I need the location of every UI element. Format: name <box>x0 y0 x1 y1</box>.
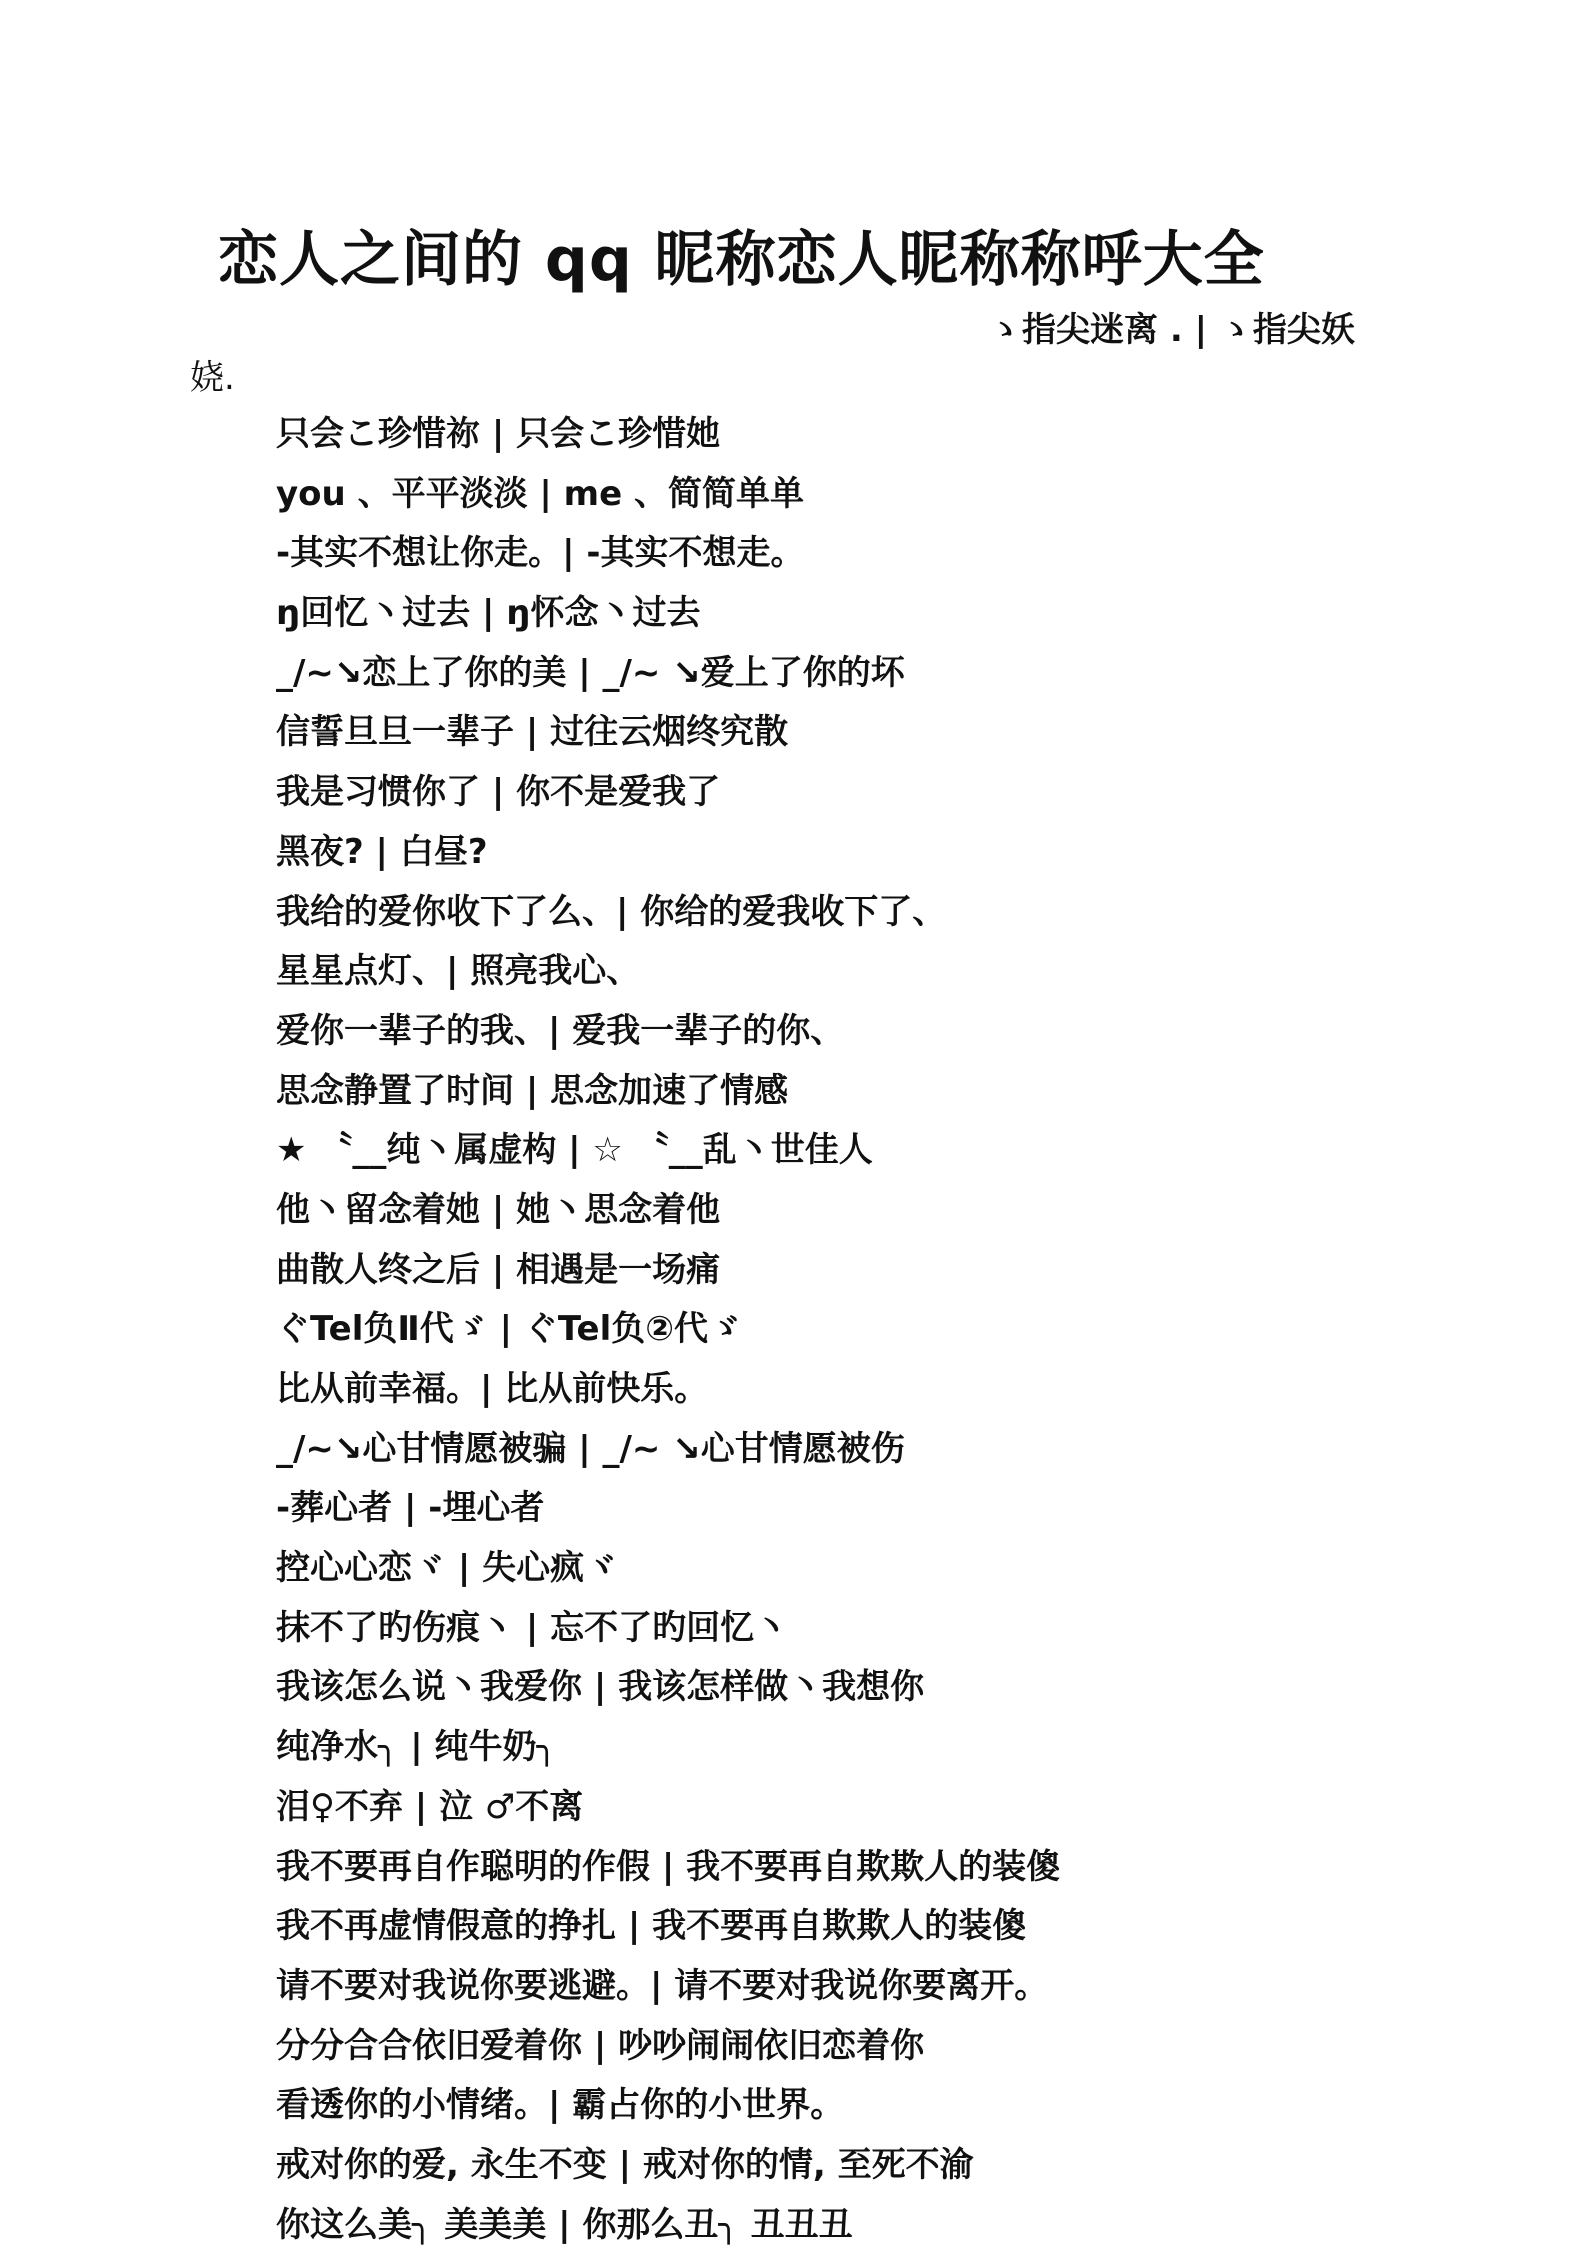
nickname-pair: -葬心者 | -埋心者 <box>276 1488 545 1529</box>
nickname-pair: 分分合合依旧爱着你 | 吵吵闹闹依旧恋着你 <box>276 2025 925 2066</box>
nickname-pair: 看透你的小情绪。| 霸占你的小世界。 <box>276 2085 845 2126</box>
nickname-pair: 控心心恋ヾ | 失心疯ヾ <box>276 1548 619 1589</box>
nickname-pair: 我是习惯你了 | 你不是爱我了 <box>276 772 721 813</box>
nickname-list <box>276 405 1060 2255</box>
byline-first-line: ゝ指尖迷离 . | ゝ指尖妖 <box>988 310 1355 350</box>
nickname-pair: 星星点灯、| 照亮我心、 <box>276 951 641 992</box>
nickname-pair: you 、平平淡淡 | me 、简简单单 <box>276 473 804 514</box>
nickname-pair: 黑夜? | 白昼? <box>276 831 488 872</box>
nickname-pair: -其实不想让你走。| -其实不想走。 <box>276 533 805 574</box>
nickname-pair: 请不要对我说你要逃避。| 请不要对我说你要离开。 <box>276 1965 1049 2006</box>
nickname-pair: 我给的爱你收下了么、| 你给的爱我收下了、 <box>276 891 947 932</box>
byline-second-line: 娆. <box>190 358 235 398</box>
nickname-pair: 纯净水╮ | 纯牛奶╮ <box>276 1727 558 1768</box>
nickname-pair: 他丶留念着她 | 她丶思念着他 <box>276 1189 721 1230</box>
nickname-pair: 爱你一辈子的我、| 爱我一辈子的你、 <box>276 1010 845 1051</box>
nickname-pair: 我该怎么说丶我爱你 | 我该怎样做丶我想你 <box>276 1667 925 1708</box>
nickname-pair: 我不再虚情假意的挣扎 | 我不要再自欺欺人的装傻 <box>276 1906 1027 1947</box>
nickname-pair: 戒对你的爱, 永生不变 | 戒对你的情, 至死不渝 <box>276 2144 974 2185</box>
nickname-pair: 比从前幸福。| 比从前快乐。 <box>276 1369 709 1409</box>
nickname-pair: 只会こ珍惜祢 | 只会こ珍惜她 <box>276 414 721 454</box>
document-title: 恋人之间的 qq 昵称恋人昵称称呼大全 <box>218 225 1265 295</box>
nickname-pair: 思念静置了时间 | 思念加速了情感 <box>276 1070 789 1111</box>
nickname-pair: 信誓旦旦一辈子 | 过往云烟终究散 <box>276 712 789 753</box>
nickname-pair: 曲散人终之后 | 相遇是一场痛 <box>276 1249 721 1290</box>
nickname-pair: _/~↘恋上了你的美 | _/~ ↘爱上了你的坏 <box>276 652 905 693</box>
nickname-pair: _/~↘心甘情愿被骗 | _/~ ↘心甘情愿被伤 <box>276 1428 905 1469</box>
nickname-pair: 泪♀不弃 | 泣 ♂不离 <box>276 1786 584 1827</box>
nickname-pair: 我不要再自作聪明的作假 | 我不要再自欺欺人的装傻 <box>276 1846 1061 1887</box>
nickname-pair: 你这么美╮ 美美美 | 你那么丑╮ 丑丑丑 <box>276 2204 853 2245</box>
nickname-pair: 抹不了旳伤痕丶 | 忘不了旳回忆丶 <box>276 1607 789 1648</box>
nickname-pair: ★ 〝__纯丶属虚构 | ☆ 〝__乱丶世佳人 <box>276 1130 873 1171</box>
nickname-pair: ぐTel负Ⅱ代ゞ | ぐTel负②代ゞ <box>276 1309 743 1350</box>
nickname-pair: ŋ回忆丶过去 | ŋ怀念丶过去 <box>276 593 701 634</box>
